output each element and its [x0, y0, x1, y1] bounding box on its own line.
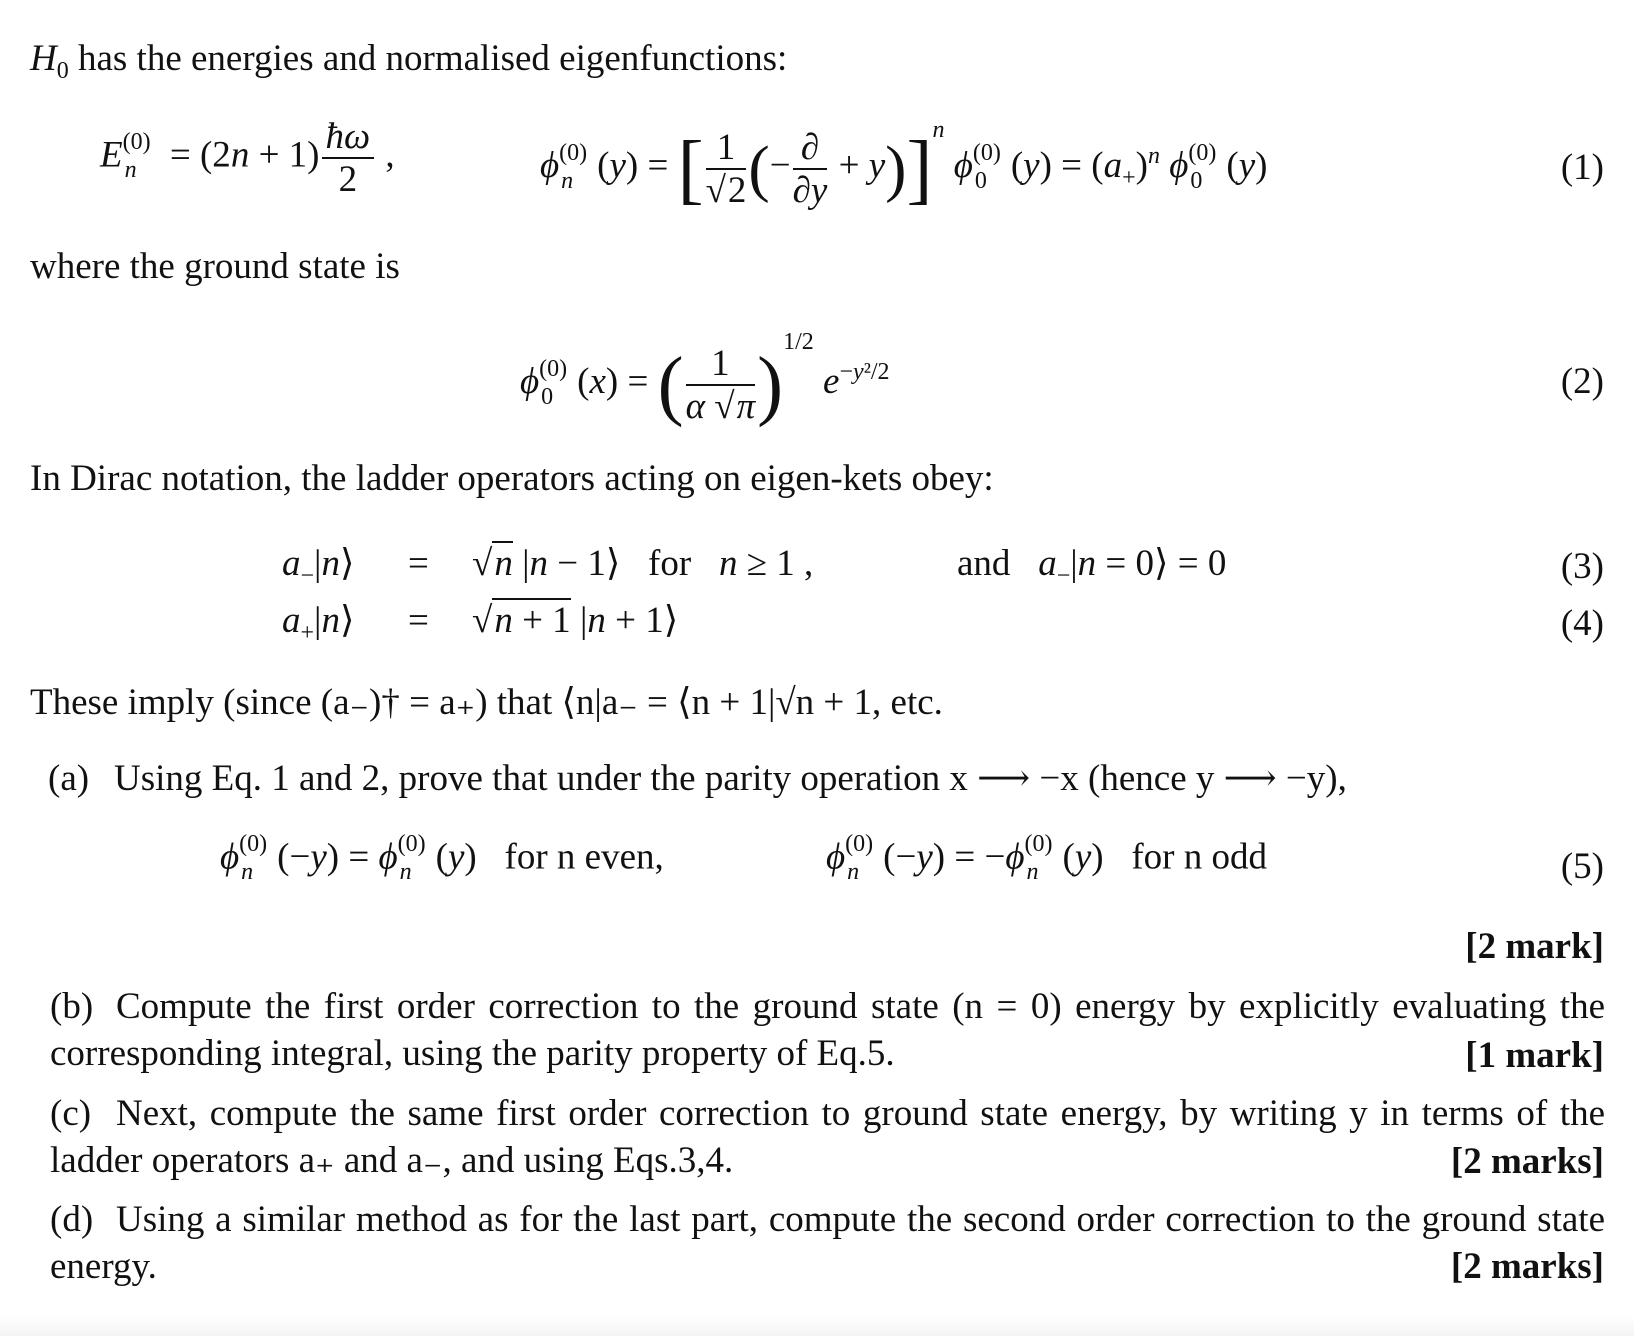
bottom-fade [0, 1316, 1634, 1336]
part-c [50, 1090, 1605, 1184]
equation-4-rhs: √n + 1 |n + 1⟩ [472, 600, 679, 641]
equation-5-odd-condition: for n odd [1131, 836, 1268, 878]
part-c-label: (c) [50, 1093, 92, 1134]
part-d-label: (d) [50, 1199, 94, 1240]
part-a-mark: [2 mark] [1465, 926, 1604, 967]
equation-4-equals: = [408, 600, 429, 641]
equation-3-equals: = [408, 543, 429, 584]
equation-number-2: (2) [1560, 361, 1604, 402]
implies-line: These imply (since (a₋)† = a₊) that ⟨n|a₋ = ⟨n + 1|√n + 1, etc. [30, 682, 943, 723]
equation-1-energy: E (0) n = (2n + 1) $\frac{ħ\omega}{2}$ , [100, 116, 395, 200]
h0-symbol: H [30, 38, 57, 79]
equation-3: $a_-|n⟩$ [282, 543, 355, 589]
part-a [48, 760, 1347, 797]
part-a-label: (a) [48, 758, 90, 799]
equation-3-for: for [648, 543, 692, 584]
part-d-text: Using a similar method as for the last part, compute the second order correction to the ground state energy. [50, 1199, 1605, 1287]
equation-3-and-text: and [957, 543, 1011, 584]
h0-subscript: 0 [56, 58, 69, 84]
part-d-mark: [2 marks] [1450, 1246, 1604, 1287]
equation-5-odd: ϕ (0) n (−y) = −ϕ (0) n (y) for n odd [826, 831, 1268, 885]
equation-1-eigenfunction: ϕ (0) n (y) = [ $\frac{1}{√2}$ (− $\frac{\partial}{\partial y}$ + y)]$^n$ ϕ (0) 0 $(y) = (a_+)^n$ ϕ (0) 0 (y) [540, 117, 1268, 212]
equation-number-3: (3) [1560, 546, 1604, 587]
part-b-mark: [1 mark] [1465, 1035, 1604, 1076]
part-c-text: Next, compute the same first order correction to ground state energy, by writing y in terms of the ladder operators a₊ and a₋, and using Eqs.3,4. [50, 1093, 1605, 1181]
equation-number-1: (1) [1560, 147, 1604, 188]
part-b-text: Compute the first order correction to the ground state (n = 0) energy by explicitly evaluating the corresponding integral, using the parity property of Eq.5. [50, 986, 1605, 1074]
equation-number-5: (5) [1560, 846, 1604, 887]
where-line: where the ground state is [30, 246, 400, 287]
equation-5-even-condition: for n even, [504, 836, 664, 878]
part-a-text: Using Eq. 1 and 2, prove that under the parity operation x ⟶ −x (hence y ⟶ −y), [114, 758, 1347, 799]
equation-2-ground-state: ϕ (0) 0 (x) = ( $\frac{1}{\alpha √\pi}$ )$^{1/2}$ $e^{-y^2/2}$ [520, 329, 890, 428]
part-d [50, 1196, 1605, 1290]
part-c-mark: [2 marks] [1450, 1141, 1604, 1182]
intro-line [30, 40, 787, 83]
equation-3-and: and $a_-|n$ = 0⟩ = 0 [957, 543, 1227, 589]
part-b [50, 983, 1605, 1077]
part-b-label: (b) [50, 986, 94, 1027]
intro-text: has the energies and normalised eigenfunctions: [77, 38, 788, 79]
equation-5-even: ϕ (0) n (−y) = ϕ (0) n (y) for n even, [220, 831, 664, 885]
dirac-line: In Dirac notation, the ladder operators acting on eigen-kets obey: [30, 458, 994, 499]
equation-number-4: (4) [1560, 603, 1604, 644]
equation-4: $a_+|n⟩$ [282, 600, 355, 646]
equation-3-rhs: √n |n − 1⟩ for n ≥ 1 , [472, 543, 814, 584]
